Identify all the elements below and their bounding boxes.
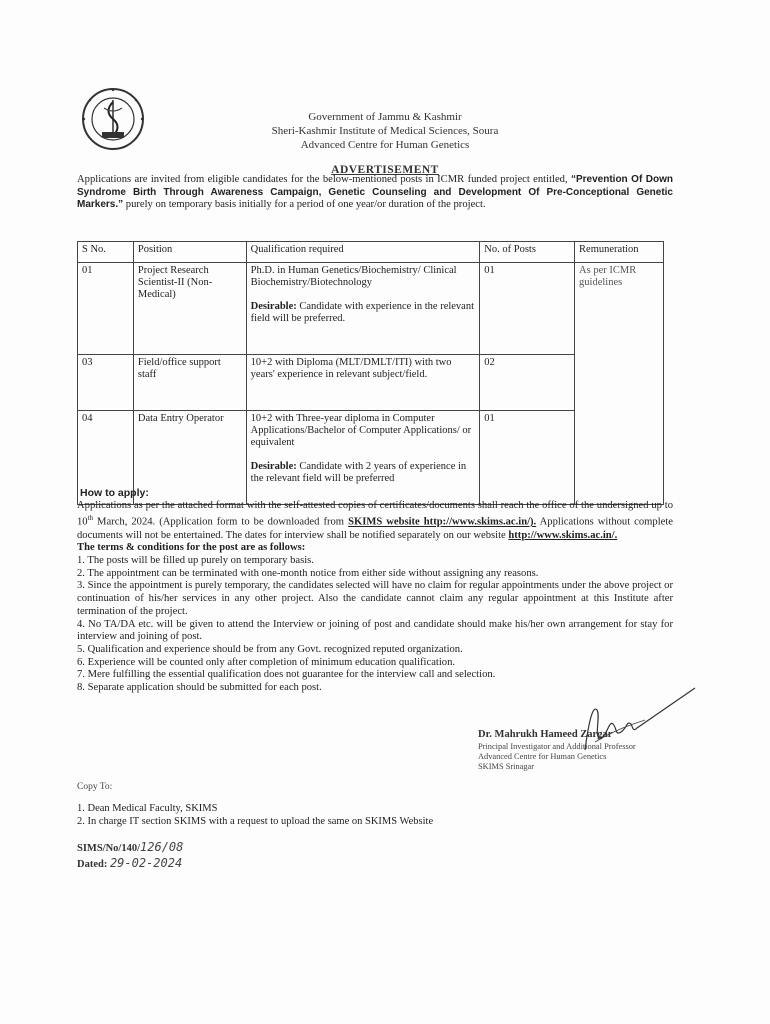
row-position: Field/office support staff bbox=[133, 355, 246, 411]
qualification-text: Ph.D. in Human Genetics/Biochemistry/ Clinical Biochemistry/Biotechnology bbox=[250, 265, 457, 288]
how-to-apply-paragraph bbox=[77, 500, 673, 543]
header-qualification: Qualification required bbox=[246, 242, 480, 263]
intro-text-end: purely on temporary basis initially for a period of one year/or duration of the project. bbox=[123, 199, 486, 211]
desirable-note bbox=[251, 301, 476, 325]
copy-to-label: Copy To: bbox=[77, 782, 113, 792]
apply-sup: th bbox=[87, 514, 94, 523]
signatory-place: SKIMS Srinagar bbox=[478, 762, 535, 771]
reference-handwritten: 126/08 bbox=[140, 840, 184, 854]
row-position: Project Research Scientist-II (Non-Medical) bbox=[133, 263, 246, 355]
header-centre: Advanced Centre for Human Genetics bbox=[300, 139, 470, 151]
skims-website-link-2[interactable]: http://www.skims.ac.in/. bbox=[508, 529, 618, 541]
table-row bbox=[78, 263, 664, 355]
intro-text: Applications are invited from eligible candidates for the below-mentioned posts in ICMR funded project entitled, bbox=[77, 174, 571, 185]
apply-text-3: Applications without complete documents will not be entertained. The dates for interview shall be notified separately on our website bbox=[77, 516, 673, 541]
list-item: 4. No TA/DA etc. will be given to attend the Interview or joining of post and candidate should make his/her own arrangement for stay for interview and joining of post. bbox=[77, 618, 673, 643]
header-institute: Sheri-Kashmir Institute of Medical Sciences, Soura bbox=[271, 125, 499, 137]
row-qualification: 10+2 with Diploma (MLT/DMLT/ITI) with two years' experience in relevant subject/field. bbox=[246, 355, 480, 411]
copy-to-list bbox=[77, 802, 433, 828]
list-item: 5. Qualification and experience should be from any Govt. recognized reputed organization. bbox=[77, 643, 463, 655]
table-header-row bbox=[78, 242, 664, 263]
list-item: 8. Separate application should be submitted for each post. bbox=[77, 682, 322, 694]
remuneration-cell: As per ICMR guidelines bbox=[575, 263, 664, 505]
list-item: 1. Dean Medical Faculty, SKIMS bbox=[77, 803, 218, 814]
row-posts: 02 bbox=[480, 355, 575, 411]
desirable-text: Candidate with experience in the relevant field will be preferred. bbox=[250, 301, 475, 324]
row-sno: 01 bbox=[78, 263, 134, 355]
list-item: 6. Experience will be counted only after completion of minimum education qualification. bbox=[77, 656, 456, 668]
signatory-department: Advanced Centre for Human Genetics bbox=[478, 752, 607, 761]
project-title: “Prevention Of Down Syndrome Birth Through Awareness Campaign, Genetic Counseling and Development Of Pre-Conceptional Genetic Markers.” bbox=[77, 174, 673, 211]
how-to-apply-section bbox=[77, 487, 673, 695]
signatory-name: Dr. Mahrukh Hameed Zargar bbox=[478, 729, 613, 740]
desirable-text: Candidate with 2 years of experience in the relevant field will be preferred bbox=[250, 461, 467, 484]
qualification-text: 10+2 with Three-year diploma in Computer Applications/Bachelor of Computer Applications/ or equivalent bbox=[250, 413, 472, 448]
signatory-block bbox=[478, 730, 698, 772]
terms-list bbox=[77, 555, 673, 695]
skims-emblem-logo bbox=[80, 86, 146, 152]
skims-website-link[interactable]: SKIMS website http://www.skims.ac.in/). bbox=[348, 516, 537, 528]
date-handwritten: 29-02-2024 bbox=[109, 856, 183, 870]
row-position: Data Entry Operator bbox=[133, 411, 246, 505]
reference-block bbox=[77, 840, 183, 872]
desirable-label: Desirable: bbox=[250, 301, 297, 312]
row-posts: 01 bbox=[480, 263, 575, 355]
list-item: 2. In charge IT section SKIMS with a request to upload the same on SKIMS Website bbox=[77, 816, 434, 827]
intro-paragraph bbox=[77, 174, 673, 212]
header-remuneration: Remuneration bbox=[575, 242, 664, 263]
list-item: 7. Mere fulfilling the essential qualification does not guarantee for the interview call and selection. bbox=[77, 669, 496, 681]
date-label: Dated: bbox=[77, 859, 108, 870]
row-sno: 03 bbox=[78, 355, 134, 411]
how-to-apply-heading: How to apply: bbox=[80, 487, 149, 499]
apply-text-2: March, 2024. (Application form to be downloaded from bbox=[93, 516, 349, 528]
list-item: 3. Since the appointment is purely temporary, the candidates selected will have no claim for regular appointments under the above project or continuation of his/her services in any other project. Also the candidate cannot claim any regular appointment at this Institute after termination of the project. bbox=[77, 580, 673, 617]
row-qualification bbox=[246, 263, 480, 355]
signatory-designation: Principal Investigator and Additional Professor bbox=[478, 742, 636, 751]
header-sno: S No. bbox=[78, 242, 134, 263]
terms-heading: The terms & conditions for the post are as follows: bbox=[77, 542, 306, 554]
header-government: Government of Jammu & Kashmir bbox=[308, 111, 462, 123]
row-posts: 01 bbox=[480, 411, 575, 505]
reference-label: SIMS/No/140/ bbox=[77, 843, 141, 854]
header-position: Position bbox=[133, 242, 246, 263]
posts-table bbox=[77, 241, 664, 505]
advertisement-title: ADVERTISEMENT bbox=[331, 164, 439, 176]
desirable-note bbox=[251, 461, 476, 485]
reference-date bbox=[77, 856, 183, 872]
list-item: 2. The appointment can be terminated with one-month notice from either side without assigning any reasons. bbox=[77, 567, 539, 579]
list-item: 1. The posts will be filled up purely on temporary basis. bbox=[77, 555, 314, 567]
apply-text: Applications as per the attached format with the self-attested copies of certificates/documents shall reach the office of the undersigned up to 10 bbox=[77, 499, 673, 528]
row-sno: 04 bbox=[78, 411, 134, 505]
desirable-label: Desirable: bbox=[250, 461, 297, 472]
reference-number bbox=[77, 840, 183, 856]
header-posts: No. of Posts bbox=[480, 242, 575, 263]
